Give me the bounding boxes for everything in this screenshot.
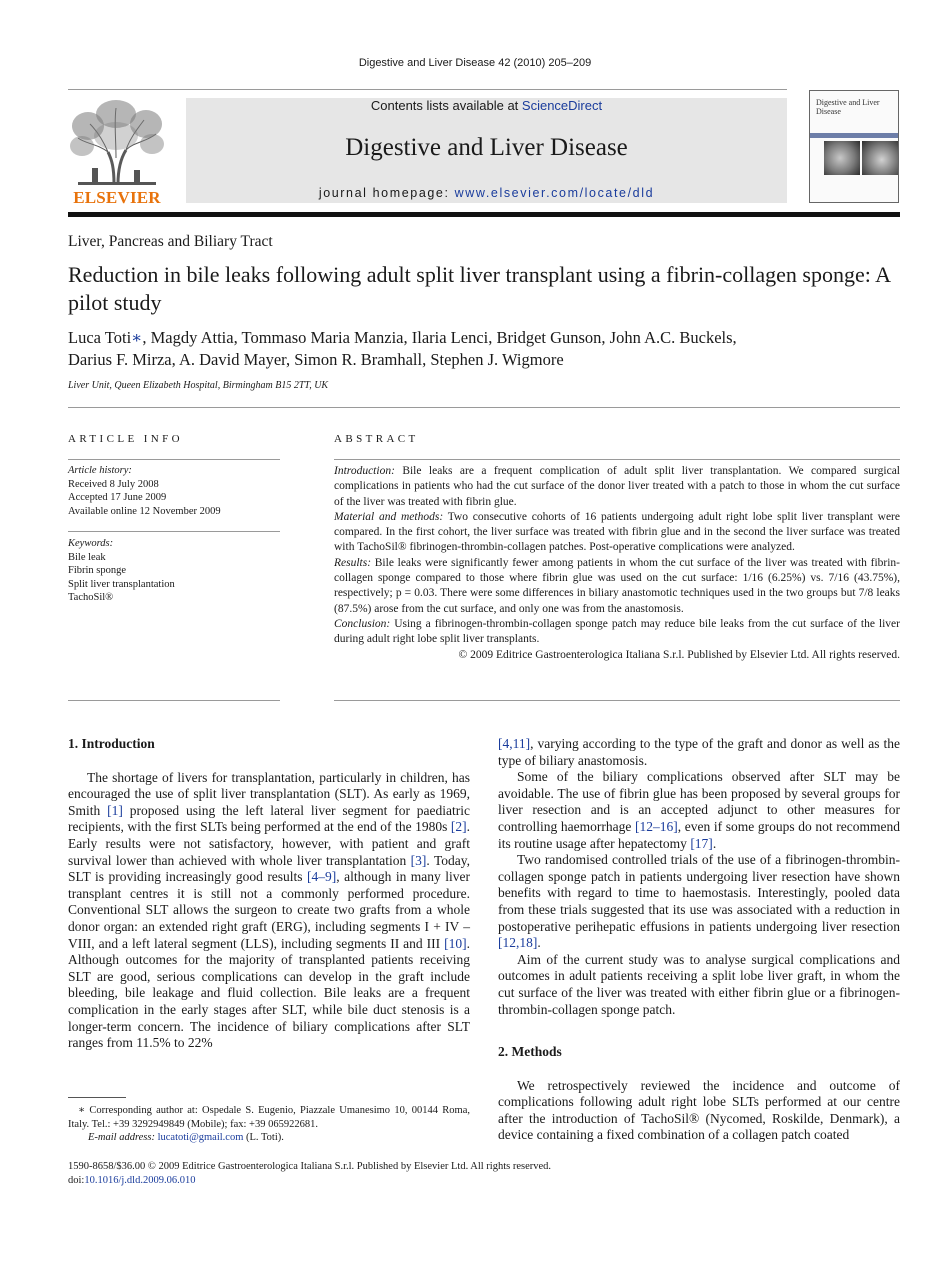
text-run: The shortage of livers for transplantation, particularly in children, has encouraged the use of split liver transplantation (SLT). As early as 1969, Smith xyxy=(68,769,470,818)
doi-line xyxy=(68,1174,900,1188)
affiliation: Liver Unit, Queen Elizabeth Hospital, Birmingham B15 2TT, UK xyxy=(68,380,329,391)
contents-line xyxy=(186,98,787,113)
running-head: Digestive and Liver Disease 42 (2010) 205–209 xyxy=(358,57,592,69)
abstract-intro-label: Introduction: xyxy=(334,465,395,477)
keyword: TachoSil® xyxy=(68,592,114,603)
body-left-column xyxy=(68,736,470,1052)
introduction-heading: 1. Introduction xyxy=(68,736,155,751)
article-history xyxy=(68,464,280,518)
abstract-conclusion-text: Using a fibrinogen-thrombin-collagen sponge patch may reduce bile leaks from the cut surface of the liver during adult right lobe split liver transplants. xyxy=(334,617,900,646)
abstract-methods-label: Material and methods: xyxy=(334,510,444,523)
citation-link[interactable]: [2] xyxy=(450,819,467,835)
text-run: , varying according to the type of the graft and donor as well as the type of biliary anastomosis. xyxy=(498,736,900,768)
abstract-conclusion xyxy=(334,617,900,648)
text-run: , even if some groups do not recommend its routine usage after hepatectomy xyxy=(498,818,901,851)
email-suffix: (L. Toti). xyxy=(243,1132,284,1144)
footnote-text: Corresponding author at: Ospedale S. Eugenio, Piazzale Umanesimo 10, 00144 Roma, Italy. Tel.: +39 3292949849 (Mobile); fax: +39 065922681. xyxy=(68,1105,470,1130)
header-divider xyxy=(68,407,900,408)
footnote-address xyxy=(68,1104,470,1131)
body-right-column xyxy=(498,736,900,1144)
abstract-heading: ABSTRACT xyxy=(334,433,419,445)
elsevier-logo xyxy=(68,98,166,206)
abstract-introduction xyxy=(334,464,900,510)
citation-link[interactable]: [10] xyxy=(444,935,467,951)
methods-heading: 2. Methods xyxy=(498,1044,562,1060)
cover-scan-image xyxy=(862,141,898,175)
journal-cover-thumbnail[interactable] xyxy=(809,90,899,203)
citation-link[interactable]: [12,18] xyxy=(498,935,538,951)
authors-rest: , Magdy Attia, Tommaso Maria Manzia, Ilaria Lenci, Bridget Gunson, John A.C. Buckels, xyxy=(142,328,737,347)
introduction-paragraph-continued xyxy=(498,736,900,769)
cover-band xyxy=(810,133,898,138)
cover-scan-image xyxy=(824,141,860,175)
citation-link[interactable]: [17] xyxy=(690,835,713,851)
text-run: Two randomised controlled trials of the use of a fibrinogen-thrombin-collagen sponge patch in patients undergoing liver resection have shown benefits with regard to time to haemostasis. Interestingly, pooled data from these trials suggested that its use was associated with a reduction in postoperative perihepatic effusions in patients undergoing liver resection xyxy=(498,852,900,934)
citation-link[interactable]: [4–9] xyxy=(307,869,337,885)
keyword: Fibrin sponge xyxy=(68,565,127,576)
abstract-results-text: Bile leaks were significantly fewer among patients in whom the cut surface of the liver was treated with fibrin-collagen sponge compared to those where fibrin glue was used on the cut surface: 1/16 (6.25%) vs. 7/16 (43.75%), respectively; p = 0.03. There were some differences in biliary anastomotic techniques used in the two groups but 7/8 leaks (87.5%) arose from the cut surface, and only one was from the anastomosis. xyxy=(334,556,900,615)
abstract-rule xyxy=(334,459,900,460)
introduction-paragraph xyxy=(498,769,900,852)
introduction-paragraph xyxy=(498,852,900,952)
homepage-link[interactable]: www.elsevier.com/locate/dld xyxy=(454,186,655,200)
doi-prefix: doi: xyxy=(68,1175,85,1186)
journal-title: Digestive and Liver Disease xyxy=(345,134,628,161)
history-label: Article history: xyxy=(68,465,132,476)
text-run: , although in many liver transplant centres it is still not a commonly performed procedure. Conventional SLT allows the surgeon to create two grafts from a whole donor organ: an extended right graft (ERG), including segments I + IV – VIII, and a left lateral segment (LLS), including segments II and III xyxy=(68,869,470,951)
text-run: proposed using the left lateral liver segment for paediatric recipients, with the first SLTs being performed at the end of the 1980s xyxy=(68,802,471,835)
text-run: Some of the biliary complications observed after SLT may be avoidable. The use of fibrin glue has been proposed by several groups for liver resection and is an accepted adjunct to other measures for controlling haemorrhage xyxy=(498,769,900,834)
article-section: Liver, Pancreas and Biliary Tract xyxy=(68,233,273,250)
authors-line2: Darius F. Mirza, A. David Mayer, Simon R. Bramhall, Stephen J. Wigmore xyxy=(68,350,564,369)
footnote-star: ∗ xyxy=(78,1105,86,1116)
footnote-rule xyxy=(68,1097,126,1098)
abstract-methods-text: Two consecutive cohorts of 16 patients undergoing adult right lobe split liver transplant were compared. In the first cohort, the liver surface was treated with fibrin glue and in the second the liver surface was treated with TachoSil® fibrinogen-thrombin-collagen patches. Post-operative complications were analyzed. xyxy=(334,510,900,554)
article-title: Reduction in bile leaks following adult split liver transplant using a fibrin-collagen sponge: A pilot study xyxy=(68,262,890,315)
abstract-conclusion-label: Conclusion: xyxy=(334,617,391,630)
abstract-methods xyxy=(334,510,900,556)
email-label: E-mail address: xyxy=(88,1132,155,1144)
text-run: . Early results were not satisfactory, however, with patient and graft survival lower than achieved with whole liver transplantation xyxy=(68,819,470,868)
article-info-bottom-rule xyxy=(68,700,280,701)
corresponding-author-mark[interactable]: ∗ xyxy=(131,328,143,347)
journal-homepage xyxy=(186,186,787,200)
homepage-prefix: journal homepage: xyxy=(318,186,455,200)
sciencedirect-link[interactable]: ScienceDirect xyxy=(521,98,603,113)
methods-paragraph: We retrospectively reviewed the incidence and outcome of complications following adult right lobe SLTs performed at our centre after the introduction of TachoSil® (Nycomed, Roskilde, Denmark), a device containing a fixed combination of a collagen patch coated xyxy=(498,1077,900,1143)
history-online: Available online 12 November 2009 xyxy=(68,505,221,517)
citation-link[interactable]: [12–16] xyxy=(634,818,678,834)
citation-link[interactable]: [3] xyxy=(410,852,427,868)
introduction-paragraph xyxy=(68,770,470,1052)
doi-link[interactable]: 10.1016/j.dld.2009.06.010 xyxy=(84,1175,196,1186)
email-link[interactable]: lucatoti@gmail.com xyxy=(157,1132,244,1144)
keyword: Bile leak xyxy=(68,551,106,563)
abstract-results xyxy=(334,556,900,617)
cover-title: Digestive and Liver Disease xyxy=(816,98,880,116)
keywords-rule xyxy=(68,531,280,532)
header-thick-rule xyxy=(68,212,900,217)
abstract-copyright: © 2009 Editrice Gastroenterologica Italiana S.r.l. Published by Elsevier Ltd. All rights reserved. xyxy=(458,648,900,661)
publication-info xyxy=(68,1160,900,1188)
history-received: Received 8 July 2008 xyxy=(68,478,159,490)
text-run: . xyxy=(537,935,541,951)
citation-link[interactable]: [4,11] xyxy=(498,736,531,751)
text-run: . Although outcomes for the majority of transplanted patients receiving SLT are good, serious complications can develop in the graft include bleeding, bile leakage and fluid collection. Bile leaks are a frequent complication in the early stages after SLT, while bile duct stenosis is a longer-term concern. The incidence of biliary complications after SLT ranges from 11.5% to 22% xyxy=(68,935,470,1051)
abstract-bottom-rule xyxy=(334,700,900,701)
author-first[interactable]: Luca Toti xyxy=(68,328,132,347)
keyword: Split liver transplantation xyxy=(68,578,175,590)
text-run: . Today, SLT is providing increasingly good results xyxy=(68,852,470,885)
text-run: . xyxy=(712,835,717,851)
issn-line: 1590-8658/$36.00 © 2009 Editrice Gastroenterologica Italiana S.r.l. Published by Elsevier Ltd. All rights reserved. xyxy=(68,1161,552,1172)
abstract-intro-text: Bile leaks are a frequent complication of adult split liver transplantation. We compared surgical complications in patients who had the cut surface of the donor liver treated with a patch to those in whom the cut surface of the liver was treated with fibrin glue. xyxy=(334,465,900,508)
citation-link[interactable]: [1] xyxy=(107,802,123,818)
abstract-results-label: Results: xyxy=(334,556,372,569)
author-list xyxy=(68,327,908,371)
article-info-rule xyxy=(68,459,280,460)
keywords-label: Keywords: xyxy=(68,538,114,549)
contents-prefix: Contents lists available at xyxy=(370,98,522,113)
elsevier-wordmark: ELSEVIER xyxy=(73,188,161,207)
banner-top-rule xyxy=(68,89,787,90)
abstract-body xyxy=(334,464,900,663)
footnote-email xyxy=(68,1131,470,1145)
introduction-paragraph: Aim of the current study was to analyse surgical complications and outcomes in adult patients receiving a split lobe liver graft, in whom the cut surface of the liver was treated with either fibrin glue or a fibrinogen-thrombin-collagen sponge patch. xyxy=(498,951,900,1017)
keywords xyxy=(68,537,280,605)
article-info-heading: ARTICLE INFO xyxy=(68,433,183,445)
history-accepted: Accepted 17 June 2009 xyxy=(68,492,167,503)
corresponding-author-footnote xyxy=(68,1104,470,1145)
